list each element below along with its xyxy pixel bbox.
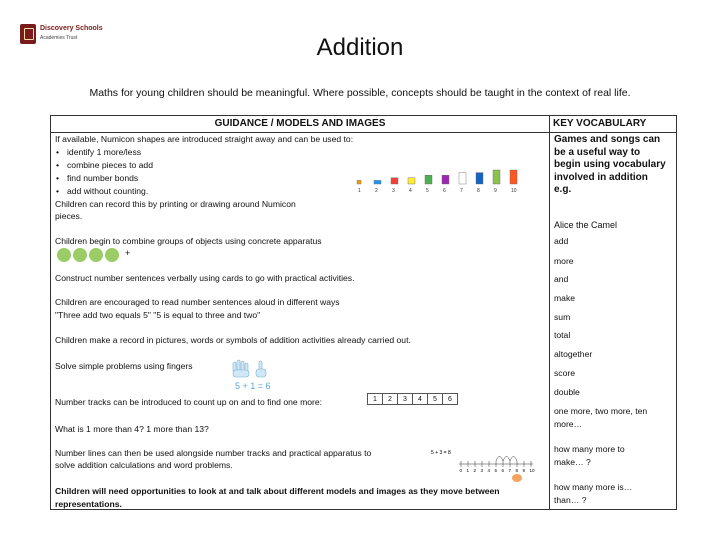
numicon-piece <box>442 175 449 194</box>
numline-text: Number lines can then be used alongside number tracks and practical apparatus to <box>55 448 372 458</box>
numicon-piece <box>493 170 500 194</box>
finger-sum: 5 + 1 = 6 <box>235 381 271 391</box>
track-cell: 2 <box>383 394 398 405</box>
guidance-table <box>50 115 677 510</box>
numicon-label: 7 <box>460 188 463 194</box>
numicon-label: 6 <box>443 188 446 194</box>
vocab-word: altogether <box>554 349 593 359</box>
numline-tick-label: 4 <box>487 468 491 473</box>
numicon-label: 4 <box>409 188 412 194</box>
vocab-one-more-cont: more… <box>554 419 583 429</box>
vocabulary-header: KEY VOCABULARY <box>553 118 647 129</box>
vocab-word: sum <box>554 312 571 322</box>
number-line-image <box>429 446 535 484</box>
numicon-piece <box>425 175 432 194</box>
what-more-text: What is 1 more than 4? 1 more than 13? <box>55 424 209 434</box>
numicon-piece <box>476 173 483 194</box>
page-title: Addition <box>316 34 404 61</box>
logo-subtitle: Academies Trust <box>40 35 78 41</box>
plus-sign: + <box>125 248 131 258</box>
numicon-label: 2 <box>375 188 378 194</box>
numline-tick-label: 5 <box>494 468 498 473</box>
vocab-word: more <box>554 256 574 266</box>
intro-text: Maths for young children should be meaningful. Where possible, concepts should be taught in the context of real life. <box>89 87 631 99</box>
vocab-alice: Alice the Camel <box>554 220 618 230</box>
numline-jump <box>496 457 503 462</box>
numline-tick-label: 1 <box>466 468 470 473</box>
vocab-word: add <box>554 236 569 246</box>
numline-jump <box>510 457 517 462</box>
vocab-how-many-make: how many more to <box>554 444 625 454</box>
bullet-item: • identify 1 more/less <box>67 147 141 157</box>
record-text-cont: pieces. <box>55 211 83 221</box>
guidance-header: GUIDANCE / MODELS AND IMAGES <box>214 118 386 129</box>
track-cell: 3 <box>398 394 413 405</box>
numicon-piece <box>459 173 466 194</box>
tracks-text: Number tracks can be introduced to count up on and to find one more: <box>55 397 323 407</box>
bullet-item: • combine pieces to add <box>67 160 153 170</box>
vocab-games-songs: Games and songs can be a useful way to begin using vocabulary involved in addition e.g. <box>554 134 666 195</box>
read-aloud-text: Children are encouraged to read number sentences aloud in different ways <box>55 297 340 307</box>
numicon-piece <box>374 180 381 194</box>
read-example-text: "Three add two equals 5" "5 is equal to three and two" <box>55 310 261 320</box>
numicon-piece <box>357 180 361 194</box>
numline-text-cont: solve addition calculations and word problems. <box>55 460 233 470</box>
numline-tick-label: 0 <box>459 468 463 473</box>
vocab-word: make <box>554 293 576 303</box>
vocab-how-many-than: how many more is… <box>554 482 633 492</box>
vocab-how-many-make-cont: make… ? <box>554 457 591 467</box>
vocab-word: total <box>554 330 571 340</box>
combine-text: Children begin to combine groups of objects using concrete apparatus <box>55 236 322 246</box>
track-cell: 5 <box>428 394 443 405</box>
counter <box>57 248 71 262</box>
numicon-label: 8 <box>477 188 480 194</box>
numicon-intro: If available, Numicon shapes are introduced straight away and can be used to: <box>55 134 354 144</box>
counter <box>89 248 103 262</box>
numicon-label: 9 <box>494 188 497 194</box>
numline-jump <box>503 457 510 462</box>
numicon-label: 1 <box>358 188 361 194</box>
numline-tick-label: 7 <box>508 468 512 473</box>
column-divider <box>549 116 550 509</box>
header-divider <box>51 132 676 133</box>
numline-tick-label: 10 <box>529 468 535 473</box>
numicon-label: 5 <box>426 188 429 194</box>
make-record-text: Children make a record in pictures, words or symbols of addition activities already carried out. <box>55 335 411 345</box>
numline-sum: 5 + 3 = 8 <box>431 450 451 456</box>
record-text: Children can record this by printing or drawing around Numicon <box>55 199 296 209</box>
models-text-cont: representations. <box>55 499 122 509</box>
numicon-piece <box>408 178 415 194</box>
numicon-label: 3 <box>392 188 395 194</box>
track-cell: 1 <box>368 394 383 405</box>
track-cell: 4 <box>413 394 428 405</box>
vocab-word: double <box>554 387 580 397</box>
number-track <box>367 393 458 405</box>
numline-tick-label: 8 <box>515 468 519 473</box>
vocab-one-more: one more, two more, ten <box>554 406 648 416</box>
logo-name: Discovery Schools <box>40 25 103 32</box>
bullet-item: • find number bonds <box>67 173 138 183</box>
numline-tick-label: 9 <box>522 468 526 473</box>
pointing-hand-icon <box>512 474 522 482</box>
vocab-how-many-than-cont: than… ? <box>554 495 587 505</box>
numline-tick-label: 6 <box>501 468 505 473</box>
numicon-piece <box>391 178 398 194</box>
numline-tick-label: 2 <box>473 468 477 473</box>
vocab-word: score <box>554 368 576 378</box>
models-text: Children will need opportunities to look at and talk about different models and images as they move between <box>55 486 500 496</box>
bullet-item: • add without counting. <box>67 186 148 196</box>
vocab-word: and <box>554 274 569 284</box>
construct-text: Construct number sentences verbally using cards to go with practical activities. <box>55 273 355 283</box>
numicon-label: 10 <box>511 188 517 194</box>
fingers-image <box>231 358 281 392</box>
counter <box>105 248 119 262</box>
counters-image <box>57 248 147 264</box>
fingers-text: Solve simple problems using fingers <box>55 361 193 371</box>
counter <box>73 248 87 262</box>
track-cell: 6 <box>443 394 458 405</box>
numicon-piece <box>510 170 517 194</box>
numline-tick-label: 3 <box>480 468 484 473</box>
numicon-shapes-image <box>353 168 533 194</box>
